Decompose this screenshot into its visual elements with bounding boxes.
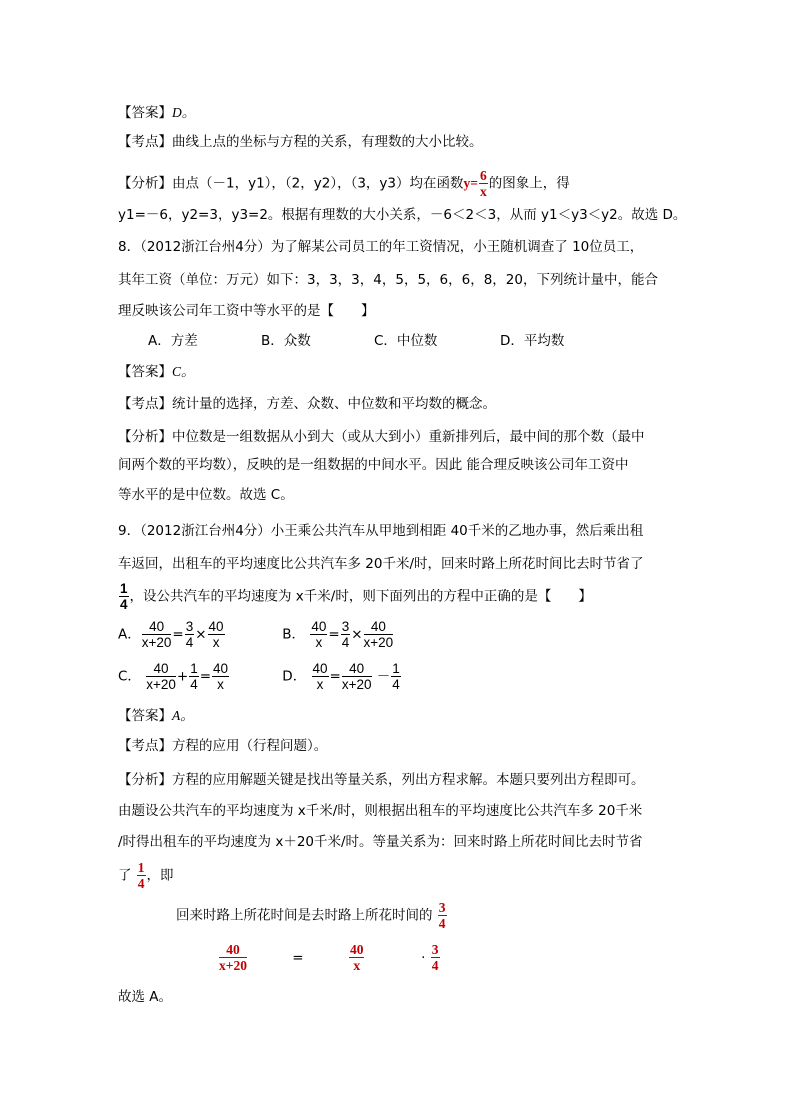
den: x [353,958,361,973]
num: 40 [208,619,224,634]
question-9-line: 车返回，出租车的平均速度比公共汽车多 20千米/时，回来时路上所花时间比去时节省了 [118,556,644,572]
den: x [315,635,323,650]
den: 4 [438,916,446,931]
tag: 【分析】 [118,429,172,445]
tag: 【答案】 [118,105,172,121]
den: x+20 [219,958,247,973]
conclusion: 故选 A。 [118,989,173,1005]
text: ，设公共汽车的平均速度为 x千米/时，则下面列出的方程中正确的是【 】 [129,588,592,605]
num: 3 [438,900,446,915]
fraction [312,661,329,692]
option: D．平均数 [500,333,565,349]
num: 3 [431,942,439,957]
den: x [316,677,324,692]
answer-9 [118,707,194,725]
text: 统计量的选择，方差、众数、中位数和平均数的概念。 [172,396,496,412]
fraction [119,581,129,612]
num: 40 [312,661,328,676]
num: 1 [137,860,145,875]
question-8-line: 理反映该公司年工资中等水平的是【 】 [118,303,375,319]
analysis-9 [118,771,645,789]
label: D． [282,668,307,685]
num: 40 [213,661,229,676]
text: 由点（－1，y1），（2，y2），（3，y3）均在函数 [172,175,464,192]
analysis-7-cont: y1=－6，y2=3，y3=2。根据有理数的大小关系，－6＜2＜3，从而 y1＜y3＜y2。故选 D。 [118,207,687,223]
question-8-line: 其年工资（单位：万元）如下：3，3，3，4，5，5，6，6，8，20，下列统计量中，能合 [118,272,658,288]
options-8 [148,332,660,350]
op: = [292,949,304,966]
fraction [208,619,225,650]
text: 方程的应用解题关键是找出等量关系，列出方程求解。本题只要列出方程即可。 [172,772,645,788]
num: 1 [190,661,198,676]
fraction [479,168,488,199]
option-a [118,619,278,650]
equation [218,942,441,973]
analysis-9-cont: /时得出租车的平均速度为 x＋20千米/时。等量关系为：回来时路上所花时间比去时节省 [118,834,643,850]
den: x+20 [141,635,172,650]
analysis-9-cont [118,860,174,891]
tag: 【分析】 [118,772,172,788]
keypoint-7 [118,133,483,151]
num: 40 [349,942,364,957]
analysis-7 [118,168,570,199]
answer-8 [118,363,195,381]
analysis-8-cont: 间两个数的平均数），反映的是一组数据的中间水平。因此 能合理反映该公司年工资中 [118,457,629,473]
den: x [212,635,220,650]
den: 4 [392,677,400,692]
text: 的图象上，得 [488,175,570,192]
op: = [329,668,341,685]
op: － [376,668,391,685]
fraction [431,942,440,973]
den: x+20 [341,677,372,692]
analysis-8 [118,428,645,446]
fraction [310,619,327,650]
fraction [341,619,351,650]
question-9-line [118,581,592,612]
fraction [185,619,195,650]
label: C． [118,668,141,685]
op: = [199,668,212,685]
tag: 【答案】 [118,364,172,380]
formula: y= [463,175,478,191]
option: C．中位数 [374,333,438,349]
num: 40 [364,619,394,635]
den: x+20 [146,677,176,692]
answer: A。 [172,708,194,723]
tag: 【答案】 [118,708,172,724]
op: · [421,949,426,966]
question-9-line: 9．（2012浙江台州4分）小王乘公共汽车从甲地到相距 40千米的乙地办事，然后乘出租 [118,523,644,539]
op: × [351,626,363,643]
tag: 【考点】 [118,134,172,150]
fraction [137,860,146,891]
op: × [195,626,207,643]
num: 40 [311,619,327,634]
option: B．众数 [261,333,311,349]
option-d [282,661,442,692]
den: 4 [185,635,194,650]
text: 方程的应用（行程问题）。 [172,738,328,754]
num: 6 [479,168,487,183]
fraction [142,619,172,650]
tag: 【考点】 [118,738,172,754]
text: 中位数是一组数据从小到大（或从大到小）重新排列后，最中间的那个数（最中 [172,429,645,445]
tag: 【考点】 [118,396,172,412]
den: x [479,184,487,199]
fraction [212,661,229,692]
num: 40 [142,619,172,635]
relation-text [176,900,448,931]
den: 4 [190,677,198,692]
num: 1 [120,581,128,596]
fraction [438,900,447,931]
den: 4 [431,958,439,973]
fraction [364,619,394,650]
fraction [342,661,372,692]
analysis-9-cont: 由题设公共汽车的平均速度为 x千米/时，则根据出租车的平均速度比公共汽车多 20千米 [118,803,643,819]
text: 回来时路上所花时间是去时路上所花时间的 [176,907,433,924]
den: 4 [120,597,128,612]
num: 40 [219,942,247,958]
den: 4 [137,876,145,891]
op: = [172,626,184,643]
label: B． [282,626,306,643]
op: = [328,626,340,643]
den: 4 [341,635,350,650]
num: 3 [185,619,194,634]
fraction [349,942,365,973]
fraction [219,942,247,973]
num: 3 [341,619,350,634]
answer-7 [118,104,195,122]
den: x [217,677,224,692]
options-9-row1 [118,619,442,650]
keypoint-8 [118,395,496,413]
analysis-8-cont: 等水平的是中位数。故选 C。 [118,487,294,503]
tag: 【分析】 [118,175,172,192]
num: 40 [146,661,176,677]
text: ，即 [146,867,174,884]
option: A．方差 [148,333,198,349]
options-9-row2 [118,661,442,692]
op: + [176,668,189,685]
keypoint-9 [118,737,327,755]
fraction [391,661,401,692]
fraction [146,661,176,692]
fraction [189,661,199,692]
option-b [282,619,442,650]
option-c [118,661,278,692]
num: 40 [342,661,372,677]
text: 曲线上点的坐标与方程的关系，有理数的大小比较。 [172,134,483,150]
answer: C。 [172,364,195,379]
question-8-line: 8．（2012浙江台州4分）为了解某公司员工的年工资情况，小王随机调查了 10位员工， [118,239,644,255]
answer: D。 [172,105,196,120]
num: 1 [392,661,400,676]
text: 了 [118,867,132,884]
label: A． [118,626,141,643]
den: x+20 [363,635,394,650]
